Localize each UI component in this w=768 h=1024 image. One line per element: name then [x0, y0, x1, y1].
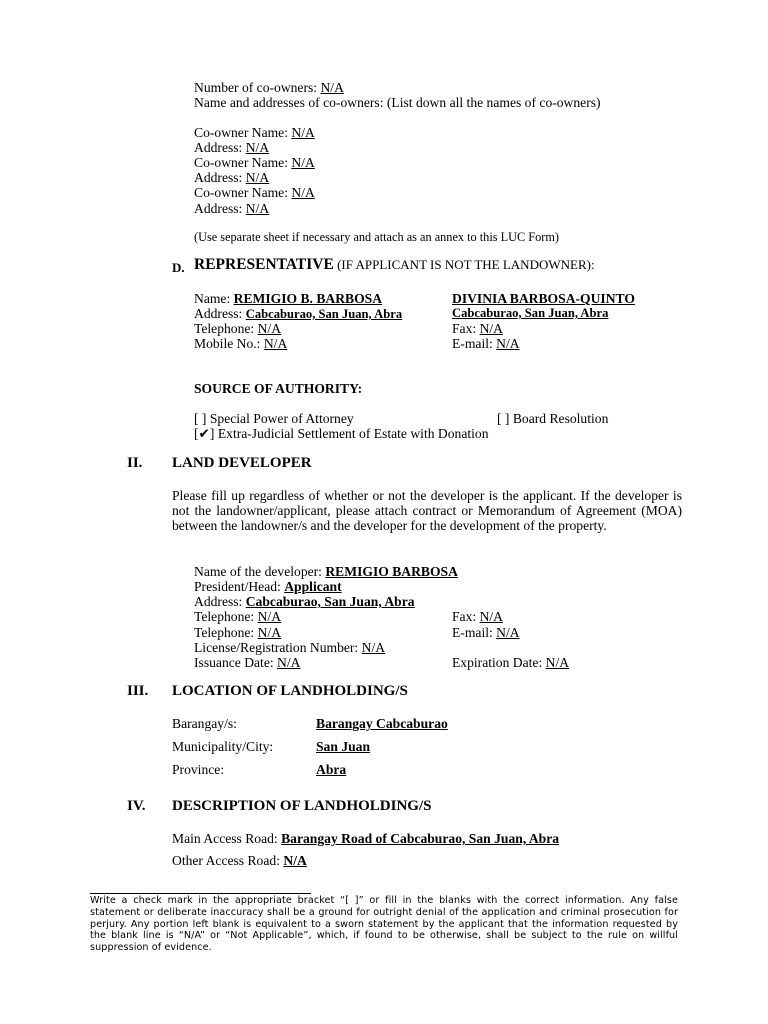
municipality-label: Municipality/City:	[172, 739, 274, 754]
coowners-count-value[interactable]: N/A	[320, 80, 344, 95]
barangay-label: Barangay/s:	[172, 716, 237, 731]
coowners-list-label: Name and addresses of co-owners: (List down all the names of co-owners)	[194, 95, 601, 110]
section-ii-title: LAND DEVELOPER	[172, 455, 312, 471]
rep-address-value-2[interactable]: Cabcaburao, San Juan, Abra	[452, 306, 609, 320]
coowner-name-line	[194, 185, 315, 200]
developer-expiration-value[interactable]: N/A	[545, 655, 570, 670]
rep-telephone-label: Telephone:	[194, 321, 258, 336]
coowner-address-line	[194, 140, 269, 155]
coowner-name-line	[194, 125, 315, 140]
coowner-address-value[interactable]: N/A	[245, 201, 270, 216]
developer-license-line	[194, 640, 385, 655]
other-road-label: Other Access Road:	[172, 853, 284, 868]
coowner-name-label: Co-owner Name:	[194, 185, 292, 200]
authority-title: SOURCE OF AUTHORITY:	[194, 381, 363, 396]
coowner-address-label: Address:	[194, 140, 246, 155]
province-value[interactable]: Abra	[316, 762, 347, 777]
coowner-name-label: Co-owner Name:	[194, 155, 292, 170]
rep-name-line	[194, 291, 382, 306]
rep-address-label: Address:	[194, 306, 246, 321]
rep-fax-label: Fax:	[452, 321, 480, 336]
section-iv-number: IV.	[127, 798, 146, 814]
footnote-text: Write a check mark in the appropriate bracket “[ ]” or fill in the blanks with the correct information. Any false statement or deliberate inaccuracy shall be a ground for outright denial of the application and criminal prosecution for perjury. Any portion left blank is equivalent to a sworn statement by the applicant that the information requested by the blank line is “N/A” or “Not Applicable”, which, if found to be otherwise, shall be subject to the rule on willful suppression of evidence.	[90, 895, 678, 954]
rep-email-label: E-mail:	[452, 336, 497, 351]
footnote-rule	[90, 893, 311, 894]
coowners-count-line	[194, 80, 344, 95]
coowner-address-value[interactable]: N/A	[245, 170, 270, 185]
section-d-letter: D.	[172, 260, 185, 275]
rep-email-line	[452, 336, 520, 351]
developer-fax-value[interactable]: N/A	[479, 609, 503, 624]
main-road-label: Main Access Road:	[172, 831, 282, 846]
developer-address-line	[194, 594, 415, 609]
developer-head-line	[194, 579, 342, 594]
developer-address-label: Address:	[194, 594, 246, 609]
developer-telephone-line	[194, 609, 281, 624]
developer-telephone-label: Telephone:	[194, 609, 258, 624]
developer-fax-label: Fax:	[452, 609, 480, 624]
section-d-heading	[194, 257, 595, 272]
developer-telephone2-line	[194, 625, 281, 640]
checkbox-board-resolution[interactable]: [ ] Board Resolution	[497, 411, 609, 426]
province-label: Province:	[172, 762, 225, 777]
developer-telephone2-label: Telephone:	[194, 625, 258, 640]
rep-name-value-2[interactable]: DIVINIA BARBOSA-QUINTO	[452, 291, 635, 306]
rep-name-value[interactable]: REMIGIO B. BARBOSA	[233, 291, 383, 306]
coowner-address-value[interactable]: N/A	[245, 140, 270, 155]
developer-issuance-line	[194, 655, 300, 670]
rep-fax-value[interactable]: N/A	[479, 321, 503, 336]
developer-license-value[interactable]: N/A	[361, 640, 386, 655]
developer-email-value[interactable]: N/A	[496, 625, 520, 640]
rep-address-value[interactable]: Cabcaburao, San Juan, Abra	[245, 307, 403, 321]
developer-head-label: President/Head:	[194, 579, 285, 594]
rep-mobile-line	[194, 336, 287, 351]
rep-name-label: Name:	[194, 291, 234, 306]
rep-telephone-line	[194, 321, 281, 336]
developer-issuance-label: Issuance Date:	[194, 655, 278, 670]
rep-mobile-value[interactable]: N/A	[263, 336, 288, 351]
coowner-name-value[interactable]: N/A	[291, 155, 315, 170]
developer-address-value[interactable]: Cabcaburao, San Juan, Abra	[245, 594, 415, 609]
coowner-address-label: Address:	[194, 170, 246, 185]
main-road-value[interactable]: Barangay Road of Cabcaburao, San Juan, Abra	[281, 831, 560, 846]
coowner-name-label: Co-owner Name:	[194, 125, 292, 140]
main-road-line	[172, 831, 559, 846]
coowners-count-label: Number of co-owners:	[194, 80, 321, 95]
rep-address-line	[194, 306, 402, 322]
developer-expiration-line	[452, 655, 569, 670]
barangay-value[interactable]: Barangay Cabcaburao	[316, 716, 448, 731]
developer-license-label: License/Registration Number:	[194, 640, 362, 655]
rep-fax-line	[452, 321, 503, 336]
rep-email-value[interactable]: N/A	[496, 336, 520, 351]
developer-name-label: Name of the developer:	[194, 564, 326, 579]
rep-mobile-label: Mobile No.:	[194, 336, 264, 351]
section-iii-number: III.	[127, 683, 149, 699]
section-ii-number: II.	[127, 455, 143, 471]
coowner-name-line	[194, 155, 315, 170]
coowner-name-value[interactable]: N/A	[291, 185, 315, 200]
developer-name-value[interactable]: REMIGIO BARBOSA	[325, 564, 458, 579]
rep-telephone-value[interactable]: N/A	[257, 321, 282, 336]
developer-telephone-value[interactable]: N/A	[257, 609, 282, 624]
coowner-address-label: Address:	[194, 201, 246, 216]
developer-issuance-value[interactable]: N/A	[277, 655, 301, 670]
section-iii-title: LOCATION OF LANDHOLDING/S	[172, 683, 408, 699]
developer-expiration-label: Expiration Date:	[452, 655, 546, 670]
developer-email-label: E-mail:	[452, 625, 497, 640]
section-iv-title: DESCRIPTION OF LANDHOLDING/S	[172, 798, 432, 814]
coowner-name-value[interactable]: N/A	[291, 125, 315, 140]
developer-instructions: Please fill up regardless of whether or not the developer is the applicant. If the developer is not the landowner/applicant, please attach contract or Memorandum of Agreement (MOA) between the landowner/s and the developer for the development of the property.	[172, 488, 682, 534]
checkbox-special-power-of-attorney[interactable]: [ ] Special Power of Attorney	[194, 411, 354, 426]
developer-email-line	[452, 625, 520, 640]
checkbox-extrajudicial-settlement[interactable]: [✔] Extra-Judicial Settlement of Estate with Donation	[194, 426, 489, 441]
developer-name-line	[194, 564, 458, 579]
annex-note: (Use separate sheet if necessary and attach as an annex to this LUC Form)	[194, 230, 560, 244]
other-road-line	[172, 853, 307, 868]
other-road-value[interactable]: N/A	[283, 853, 307, 868]
developer-telephone2-value[interactable]: N/A	[257, 625, 282, 640]
coowner-address-line	[194, 201, 269, 216]
developer-head-value[interactable]: Applicant	[284, 579, 342, 594]
municipality-value[interactable]: San Juan	[316, 739, 371, 754]
section-d-subtitle: (IF APPLICANT IS NOT THE LANDOWNER):	[333, 257, 595, 272]
coowner-address-line	[194, 170, 269, 185]
developer-fax-line	[452, 609, 503, 624]
section-d-title: REPRESENTATIVE	[194, 256, 334, 273]
